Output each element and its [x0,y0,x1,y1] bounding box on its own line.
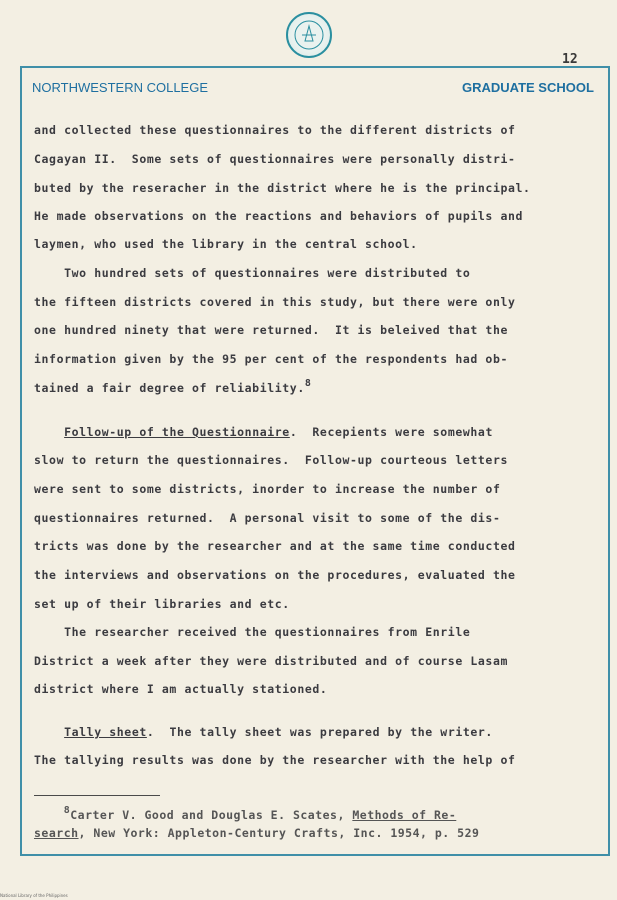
college-seal [286,12,332,58]
header-school-name: GRADUATE SCHOOL [462,80,594,95]
body-line: information given by the 95 per cent of the respondents had ob- [34,352,508,366]
section-heading: Follow-up of the Questionnaire [64,425,290,439]
body-line: district where I am actually stationed. [34,682,328,696]
body-text: tained a fair degree of reliability. [34,381,305,395]
body-text: . The tally sheet was prepared by the writer. [146,725,493,739]
body-line: set up of their libraries and etc. [34,597,290,611]
body-line: were sent to some districts, inorder to increase the number of [34,482,501,496]
body-line: Two hundred sets of questionnaires were distributed to [34,266,471,280]
body-line: tricts was done by the researcher and at the same time conducted [34,539,516,553]
footnote-line [34,826,606,840]
header-college-name: NORTHWESTERN COLLEGE [32,80,209,95]
body-line: The tallying results was done by the researcher with the help of [34,753,516,767]
footnote-divider [34,795,160,796]
footnote-number: 8 [63,805,71,816]
body-line: laymen, who used the library in the central school. [34,237,418,251]
body-line: Cagayan II. Some sets of questionnaires were personally distri- [34,152,516,166]
page-number: 12 [562,52,578,67]
body-line [34,425,606,439]
body-line [34,378,606,395]
body-line: slow to return the questionnaires. Follow-up courteous letters [34,453,508,467]
library-watermark: National Library of the Philippines [0,893,68,898]
footnote-line [34,805,606,822]
body-line: one hundred ninety that were returned. It is beleived that the [34,323,508,337]
body-line [34,725,606,739]
section-heading: Tally sheet [64,725,147,739]
seal-emblem-icon [288,14,330,56]
body-line: He made observations on the reactions and behaviors of pupils and [34,209,524,223]
body-line: questionnaires returned. A personal visit to some of the dis- [34,511,501,525]
footnote-title: Methods of Re- [352,808,457,822]
body-line: the interviews and observations on the procedures, evaluated the [34,568,516,582]
body-line: and collected these questionnaires to the different districts of [34,123,516,137]
footnote-title: search [34,826,79,840]
footnote-text: Carter V. Good and Douglas E. Scates, [70,808,353,822]
body-line: District a week after they were distributed and of course Lasam [34,654,508,668]
body-line: the fifteen districts covered in this study, but there were only [34,295,516,309]
footnote-text: , New York: Appleton-Century Crafts, Inc. 1954, p. 529 [78,826,480,840]
body-line: The researcher received the questionnaires from Enrile [34,625,471,639]
footnote-reference: 8 [304,378,312,389]
body-text: . Recepients were somewhat [289,425,493,439]
body-line: buted by the reseracher in the district where he is the principal. [34,181,531,195]
